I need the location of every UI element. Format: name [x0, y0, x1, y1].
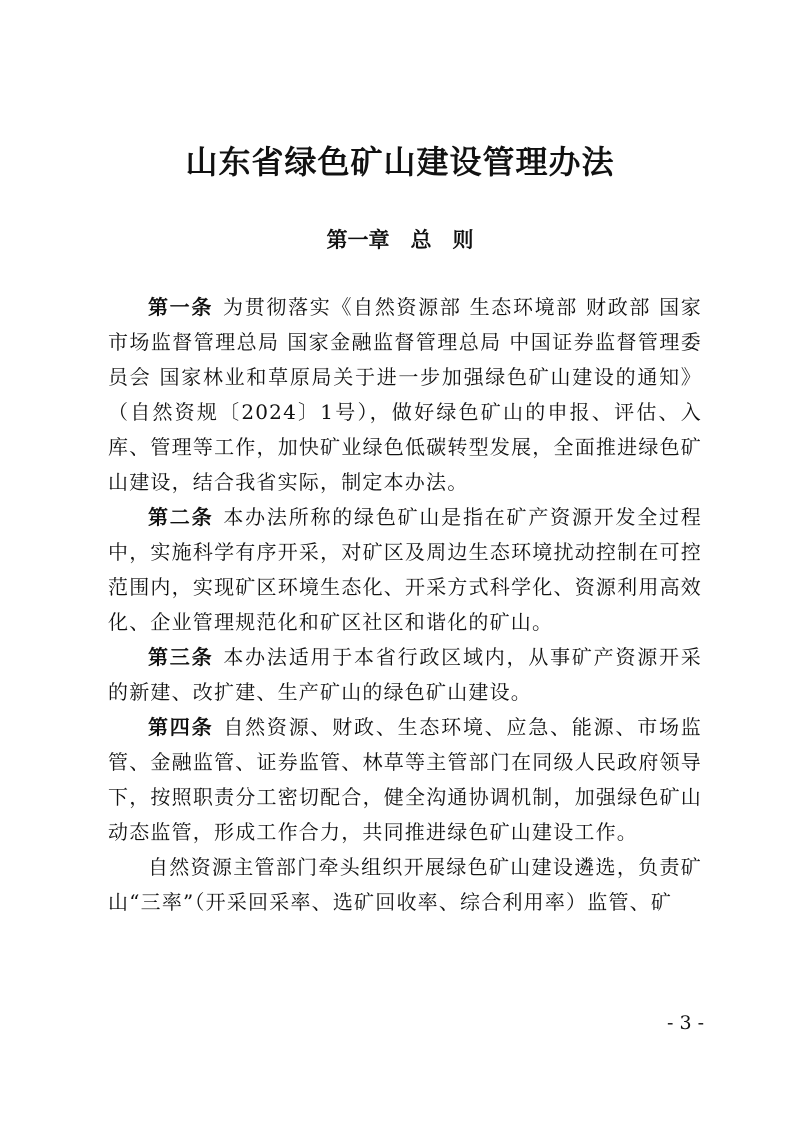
- article-2: [108, 500, 702, 640]
- article-4-text: 自然资源、财政、生态环境、应急、能源、市场监管、金融监管、证券监管、林草等主管部门在同级人民政府领导下，按照职责分工密切配合，健全沟通协调机制，加强绿色矿山动态监管，形成工作合力，共同推进绿色矿山建设工作。: [108, 715, 702, 844]
- article-3-heading: 第三条: [148, 645, 214, 669]
- article-1: [108, 290, 702, 500]
- article-2-text: 本办法所称的绿色矿山是指在矿产资源开发全过程中，实施科学有序开采，对矿区及周边生态环境扰动控制在可控范围内，实现矿区环境生态化、开采方式科学化、资源利用高效化、企业管理规范化和矿区社区和谐化的矿山。: [108, 505, 702, 634]
- article-1-heading: 第一条: [148, 295, 214, 319]
- article-1-text: 为贯彻落实《自然资源部 生态环境部 财政部 国家市场监督管理总局 国家金融监督管理总局 中国证券监督管理委员会 国家林业和草原局关于进一步加强绿色矿山建设的通知》（自然资规〔2024〕1号），做好绿色矿山的申报、评估、入库、管理等工作，加快矿业绿色低碳转型发展，全面推进绿色矿山建设，结合我省实际，制定本办法。: [108, 295, 702, 494]
- article-4-continuation-text: 自然资源主管部门牵头组织开展绿色矿山建设遴选，负责矿山“三率”（开采回采率、选矿回收率、综合利用率）监管、矿: [108, 855, 702, 914]
- article-3-text: 本办法适用于本省行政区域内，从事矿产资源开采的新建、改扩建、生产矿山的绿色矿山建设。: [108, 645, 702, 704]
- article-2-heading: 第二条: [148, 505, 214, 529]
- article-4-heading: 第四条: [148, 715, 214, 739]
- chapter-title: 第一章 总 则: [326, 227, 474, 252]
- article-4: [108, 710, 702, 850]
- article-4-continuation: [108, 850, 702, 920]
- document-title: 山东省绿色矿山建设管理办法: [185, 143, 615, 181]
- document-body: [108, 290, 702, 920]
- article-3: [108, 640, 702, 710]
- page-number: - 3 -: [666, 1012, 704, 1034]
